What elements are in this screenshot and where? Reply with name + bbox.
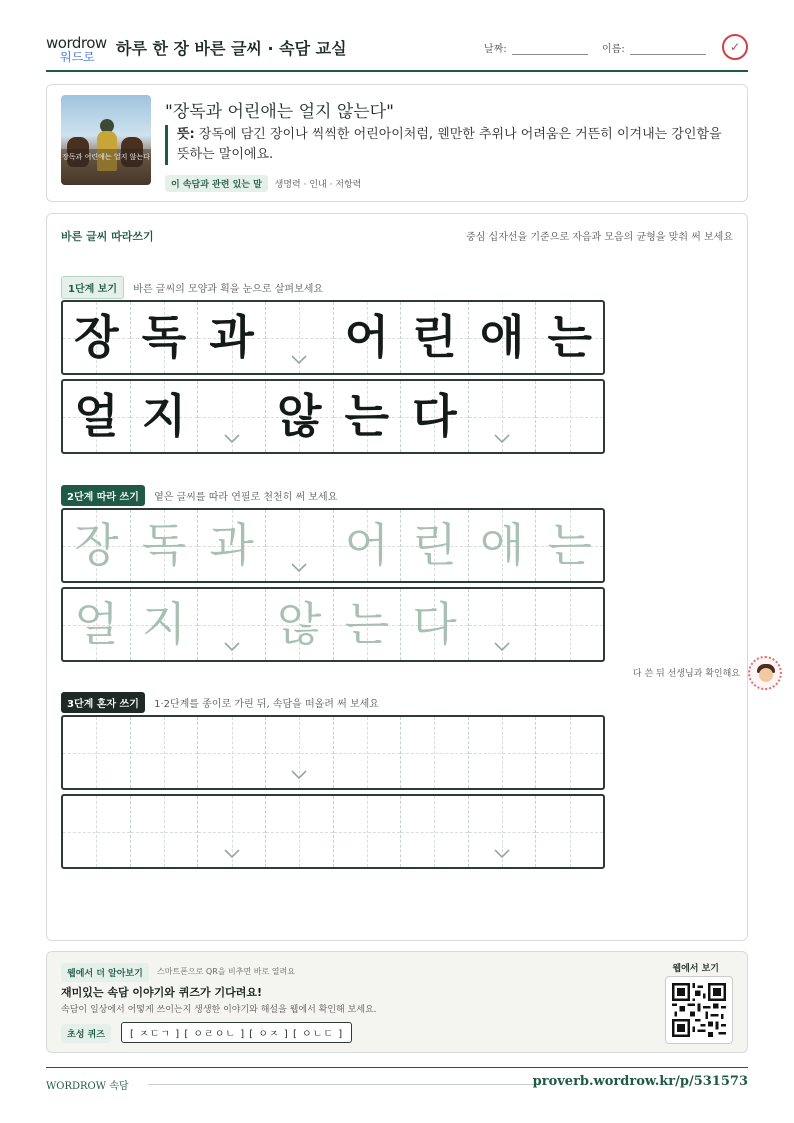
- writing-cell[interactable]: [469, 510, 537, 581]
- space-chevron-icon: [224, 642, 240, 652]
- proverb-illustration: [61, 95, 151, 185]
- writing-cell: [401, 381, 469, 452]
- name-field[interactable]: [630, 54, 706, 55]
- writing-cell: [266, 381, 334, 452]
- space-chevron-icon: [224, 849, 240, 859]
- blank-grid-row1[interactable]: [61, 715, 605, 790]
- proverb-meaning: [165, 125, 725, 165]
- space-chevron-icon: [224, 434, 240, 444]
- writing-cell: [536, 302, 603, 373]
- writing-character: 는: [344, 597, 390, 651]
- space-chevron-icon: [494, 849, 510, 859]
- teacher-icon: [748, 656, 782, 690]
- writing-character: 독: [141, 518, 187, 572]
- related-text: 생명력 · 인내 · 저항력: [274, 180, 362, 190]
- footer-rule: [148, 1084, 540, 1085]
- web-card: [46, 951, 748, 1053]
- writing-cell[interactable]: [266, 589, 334, 660]
- writing-cell[interactable]: [198, 510, 266, 581]
- step3-hint: 1·2단계를 종이로 가린 뒤, 속담을 떠올려 써 보세요: [154, 699, 379, 710]
- name-label: 이름:: [602, 44, 625, 55]
- proverb-card: [46, 84, 748, 202]
- writing-cell: [334, 302, 402, 373]
- writing-cell: [536, 381, 603, 452]
- writing-cell: [63, 381, 131, 452]
- writing-cell[interactable]: [198, 717, 266, 788]
- writing-cell[interactable]: [63, 796, 131, 867]
- writing-character: 않: [276, 597, 322, 651]
- qr-code-icon[interactable]: [665, 976, 733, 1044]
- related-label: 이 속담과 관련 있는 말: [165, 175, 268, 192]
- writing-cell[interactable]: [131, 717, 199, 788]
- writing-character: 장: [74, 518, 119, 572]
- writing-cell: [198, 381, 266, 452]
- writing-character: 어: [344, 518, 390, 572]
- writing-character: 다: [412, 389, 457, 443]
- writing-cell: [266, 302, 334, 373]
- writing-cell: [469, 381, 537, 452]
- writing-cell[interactable]: [63, 510, 131, 581]
- writing-cell: [334, 381, 402, 452]
- writing-character: 는: [344, 389, 390, 443]
- date-field[interactable]: [512, 54, 588, 55]
- web-description: 속담이 일상에서 어떻게 쓰이는지 생생한 이야기와 해설을 웹에서 확인해 보세요.: [61, 1005, 377, 1015]
- writing-character: 린: [412, 310, 457, 364]
- writing-cell: [131, 381, 199, 452]
- writing-cell[interactable]: [401, 717, 469, 788]
- initials-quiz[interactable]: [ ㅈㄷㄱ ] [ ㅇㄹㅇㄴ ] [ ㅇㅈ ] [ ㅇㄴㄷ ]: [121, 1022, 352, 1043]
- meaning-label: 뜻:: [177, 127, 195, 142]
- writing-cell[interactable]: [63, 589, 131, 660]
- related-words: [165, 175, 361, 192]
- writing-cell[interactable]: [536, 717, 603, 788]
- writing-character: 는: [547, 310, 592, 364]
- practice-heading: 바른 글씨 따라쓰기: [61, 230, 154, 243]
- example-grid-row2: [61, 379, 605, 454]
- footer-brand: WORDROW 속담: [46, 1081, 129, 1092]
- space-chevron-icon: [291, 770, 307, 780]
- trace-grid-row1[interactable]: [61, 508, 605, 583]
- writing-character: 독: [141, 310, 187, 364]
- writing-cell[interactable]: [63, 717, 131, 788]
- quiz-badge: 초성 퀴즈: [61, 1024, 111, 1043]
- writing-cell[interactable]: [131, 510, 199, 581]
- page-header: [46, 28, 748, 72]
- writing-character: 지: [141, 389, 187, 443]
- space-chevron-icon: [291, 563, 307, 573]
- qr-label: 웹에서 보기: [672, 964, 719, 974]
- example-grid-row1: [61, 300, 605, 375]
- space-chevron-icon: [291, 355, 307, 365]
- writing-cell[interactable]: [469, 796, 537, 867]
- blank-grid-row2[interactable]: [61, 794, 605, 869]
- writing-cell[interactable]: [469, 717, 537, 788]
- step3-badge: 3단계 혼자 쓰기: [61, 692, 145, 713]
- proverb-title: "장독과 어린애는 얼지 않는다": [165, 102, 394, 122]
- writing-character: 다: [412, 597, 457, 651]
- space-chevron-icon: [494, 434, 510, 444]
- step1-row: [61, 276, 323, 299]
- web-hint: 스마트폰으로 QR을 비추면 바로 열려요: [157, 967, 295, 976]
- step1-badge: 1단계 보기: [61, 276, 124, 299]
- writing-character: 애: [479, 310, 525, 364]
- web-badge: 웹에서 더 알아보기: [61, 963, 149, 982]
- writing-cell[interactable]: [536, 589, 603, 660]
- page-title: 하루 한 장 바른 글씨 · 속담 교실: [116, 39, 347, 58]
- writing-cell[interactable]: [198, 589, 266, 660]
- writing-cell: [131, 302, 199, 373]
- check-stamp-icon: ✓: [722, 34, 748, 60]
- writing-cell[interactable]: [401, 510, 469, 581]
- writing-character: 과: [209, 518, 254, 572]
- writing-cell[interactable]: [131, 796, 199, 867]
- writing-character: 지: [141, 597, 187, 651]
- practice-card: [46, 213, 748, 941]
- writing-cell[interactable]: [334, 796, 402, 867]
- writing-character: 않: [276, 389, 322, 443]
- writing-cell[interactable]: [266, 796, 334, 867]
- writing-cell[interactable]: [536, 510, 603, 581]
- writing-character: 얼: [74, 389, 119, 443]
- writing-cell[interactable]: [334, 589, 402, 660]
- writing-character: 애: [479, 518, 525, 572]
- writing-cell[interactable]: [198, 796, 266, 867]
- writing-cell[interactable]: [334, 717, 402, 788]
- logo-korean: 워드로: [60, 50, 95, 64]
- footer-divider: [46, 1067, 748, 1068]
- writing-cell[interactable]: [266, 717, 334, 788]
- writing-cell[interactable]: [469, 589, 537, 660]
- step1-hint: 바른 글씨의 모양과 획을 눈으로 살펴보세요: [133, 284, 324, 295]
- step2-row: [61, 485, 337, 506]
- step2-hint: 옅은 글씨를 따라 연필로 천천히 써 보세요: [154, 492, 338, 503]
- practice-note: 중심 십자선을 기준으로 자음과 모음의 균형을 맞춰 써 보세요: [466, 232, 733, 243]
- check-note: 다 쓴 뒤 선생님과 확인해요: [632, 669, 740, 679]
- writing-cell[interactable]: [401, 796, 469, 867]
- illustration-caption: 장독과 어린애는 얼지 않는다: [61, 149, 151, 185]
- writing-character: 린: [412, 518, 457, 572]
- writing-character: 얼: [74, 597, 119, 651]
- step2-badge: 2단계 따라 쓰기: [61, 485, 145, 506]
- writing-cell: [469, 302, 537, 373]
- writing-cell[interactable]: [266, 510, 334, 581]
- wordrow-logo[interactable]: [46, 34, 108, 64]
- writing-cell[interactable]: [334, 510, 402, 581]
- writing-character: 어: [344, 310, 390, 364]
- writing-cell: [401, 302, 469, 373]
- teacher-face: [759, 668, 773, 682]
- writing-character: 과: [209, 310, 254, 364]
- writing-cell[interactable]: [536, 796, 603, 867]
- writing-character: 는: [547, 518, 592, 572]
- logo-wordmark: wordrow: [46, 34, 107, 52]
- space-chevron-icon: [494, 642, 510, 652]
- writing-cell: [63, 302, 131, 373]
- writing-cell: [198, 302, 266, 373]
- trace-grid-row2[interactable]: [61, 587, 605, 662]
- footer-url-link[interactable]: proverb.wordrow.kr/p/531573: [532, 1074, 748, 1089]
- writing-cell[interactable]: [131, 589, 199, 660]
- writing-cell[interactable]: [401, 589, 469, 660]
- writing-character: 장: [74, 310, 119, 364]
- meaning-text: 장독에 담긴 장이나 씩씩한 어린아이처럼, 웬만한 추위나 어려움은 거뜬히 이겨내는 강인함을 뜻하는 말이에요.: [177, 127, 722, 162]
- date-label: 날짜:: [484, 44, 507, 55]
- step3-row: [61, 692, 379, 713]
- web-title: 재미있는 속담 이야기와 퀴즈가 기다려요!: [61, 986, 262, 999]
